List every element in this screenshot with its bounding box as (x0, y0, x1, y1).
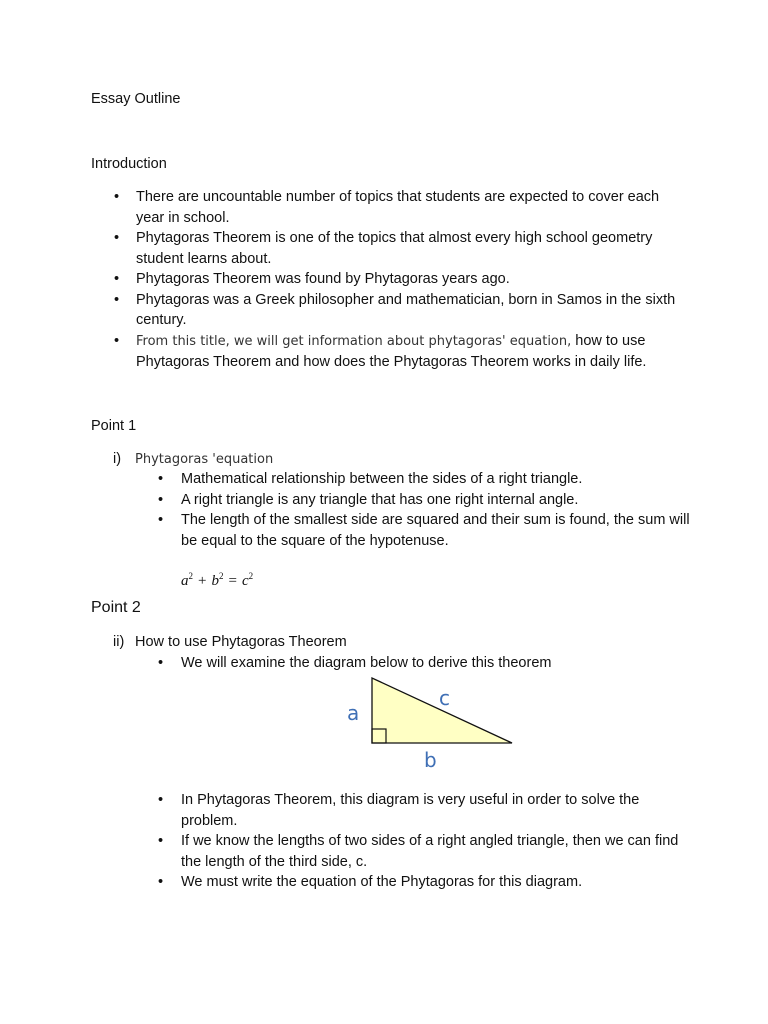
list-item: • There are uncountable number of topics that students are expected to cover each year in school. (91, 187, 691, 228)
list-item: • Mathematical relationship between the sides of a right triangle. (136, 469, 696, 490)
list-item-light-text: From this title, we will get information about phytagoras' equation, (136, 333, 572, 349)
equation-equals: = (228, 573, 237, 589)
pythagoras-equation (181, 566, 253, 592)
side-label-a: a (347, 701, 360, 725)
point1-item (113, 449, 273, 471)
equation-exponent: 2 (218, 571, 224, 581)
equation-a: a (181, 573, 189, 589)
list-item (91, 331, 691, 373)
point1-heading: Point 1 (91, 418, 137, 434)
right-triangle-diagram (330, 668, 530, 776)
equation-plus: + (198, 573, 207, 589)
equation-exponent: 2 (188, 571, 193, 581)
list-item: • Phytagoras Theorem is one of the topics that almost every high school geometry student learns about. (91, 228, 691, 269)
point2-item-title: How to use Phytagoras Theorem (135, 634, 347, 650)
list-item: • In Phytagoras Theorem, this diagram is very useful in order to solve the problem. (136, 790, 696, 831)
point1-item-title: Phytagoras 'equation (135, 452, 274, 467)
list-item: • We will examine the diagram below to derive this theorem (136, 653, 696, 674)
list-item-text: how to use Phytagoras Theorem and how does the Phytagoras Theorem works in daily life. (136, 332, 647, 370)
point2-item-number: ii) (113, 634, 125, 650)
point1-item-number: i) (113, 451, 122, 467)
equation-c: c (241, 573, 249, 589)
list-item: • Phytagoras was a Greek philosopher and mathematician, born in Samos in the sixth century. (91, 290, 691, 331)
equation-b: b (211, 573, 219, 589)
introduction-heading: Introduction (91, 156, 167, 172)
point2-list (136, 790, 696, 893)
list-item: • Phytagoras Theorem was found by Phytagoras years ago. (91, 269, 691, 290)
list-item: • A right triangle is any triangle that has one right internal angle. (136, 490, 696, 511)
point2-heading: Point 2 (91, 599, 141, 616)
list-item: • If we know the lengths of two sides of a right angled triangle, then we can find the length of the third side, c. (136, 831, 696, 872)
side-label-c: c (439, 686, 450, 710)
side-label-b: b (424, 748, 437, 772)
point2-item (113, 632, 347, 653)
point1-list (136, 469, 696, 551)
list-item: • The length of the smallest side are squared and their sum is found, the sum will be equal to the square of the hypotenuse. (136, 510, 696, 551)
equation-exponent: 2 (248, 571, 254, 581)
introduction-list (91, 187, 691, 373)
list-item: • We must write the equation of the Phytagoras for this diagram. (136, 872, 696, 893)
document-title: Essay Outline (91, 91, 181, 107)
